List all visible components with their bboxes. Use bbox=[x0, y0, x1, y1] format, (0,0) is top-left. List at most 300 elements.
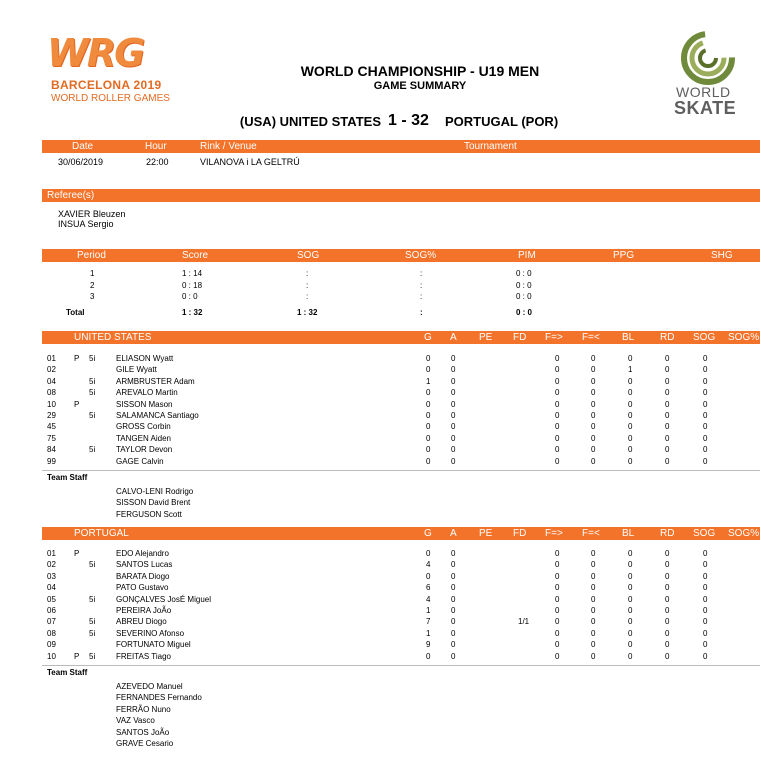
stat-rd: 0 bbox=[665, 560, 670, 570]
stat-rd: 0 bbox=[665, 399, 670, 409]
stat-g: 0 bbox=[426, 571, 431, 581]
player-number: 01 bbox=[47, 354, 56, 363]
stat-f2: 0 bbox=[591, 445, 596, 455]
stat-sog: 0 bbox=[703, 628, 708, 638]
period-total-sogp: : bbox=[420, 308, 423, 317]
stat-sog: 0 bbox=[703, 354, 708, 363]
stat-a: 0 bbox=[451, 594, 456, 604]
player-tag: 5i bbox=[89, 354, 96, 363]
stat-rd: 0 bbox=[665, 640, 670, 650]
stat-bl: 0 bbox=[628, 594, 633, 604]
stat-a: 0 bbox=[451, 606, 456, 615]
player-name: SANTOS Lucas bbox=[116, 560, 173, 570]
period-total-sog: 1 : 32 bbox=[297, 308, 318, 317]
stat-bl: 1 bbox=[628, 365, 633, 375]
player-row bbox=[42, 594, 760, 605]
pim-header: PIM bbox=[518, 250, 536, 261]
stat-a: 0 bbox=[451, 422, 456, 432]
stat-f2: 0 bbox=[591, 456, 596, 466]
player-row bbox=[42, 639, 760, 650]
player-tag: 5i bbox=[89, 594, 96, 604]
player-number: 99 bbox=[47, 456, 56, 466]
stat-a: 0 bbox=[451, 411, 456, 420]
info-header-tournament: Tournament bbox=[464, 141, 517, 152]
world-skate-logo bbox=[668, 30, 748, 120]
stat-a: 0 bbox=[451, 433, 456, 443]
player-number: 84 bbox=[47, 445, 56, 455]
staff-row bbox=[42, 692, 760, 703]
stat-g: 9 bbox=[426, 640, 431, 650]
stat-g: 1 bbox=[426, 628, 431, 638]
stat-bl: 0 bbox=[628, 354, 633, 363]
stat-bl: 0 bbox=[628, 549, 633, 558]
stat-rd: 0 bbox=[665, 594, 670, 604]
stat-bl: 0 bbox=[628, 571, 633, 581]
stat-f1: 0 bbox=[555, 399, 560, 409]
por-team-name: PORTUGAL bbox=[74, 528, 129, 539]
match-venue: VILANOVA i LA GELTRÚ bbox=[200, 157, 300, 167]
stat-f2: 0 bbox=[591, 606, 596, 615]
stat-bl: 0 bbox=[628, 456, 633, 466]
stat-a: 0 bbox=[451, 354, 456, 363]
player-number: 08 bbox=[47, 388, 56, 398]
period-sogp: : bbox=[420, 280, 423, 290]
stat-f1: 0 bbox=[555, 549, 560, 558]
stat-header-fd: FD bbox=[513, 528, 527, 539]
player-name: TANGEN Aiden bbox=[116, 433, 171, 443]
staff-row bbox=[42, 486, 760, 497]
player-row bbox=[42, 364, 760, 375]
period-number: 2 bbox=[90, 280, 95, 290]
stat-sog: 0 bbox=[703, 549, 708, 558]
staff-row bbox=[42, 681, 760, 692]
stat-a: 0 bbox=[451, 365, 456, 375]
player-tag: 5i bbox=[89, 388, 96, 398]
stat-f1: 0 bbox=[555, 422, 560, 432]
stat-sog: 0 bbox=[703, 594, 708, 604]
player-number: 04 bbox=[47, 376, 56, 386]
period-number: 3 bbox=[90, 292, 95, 301]
stat-g: 4 bbox=[426, 560, 431, 570]
staff-name: CALVO-LENI Rodrigo bbox=[116, 487, 194, 496]
stat-rd: 0 bbox=[665, 583, 670, 593]
final-score: 1 - 32 bbox=[388, 112, 429, 129]
stat-header-fin: F=> bbox=[545, 332, 563, 343]
stat-sog: 0 bbox=[703, 617, 708, 627]
stat-g: 4 bbox=[426, 594, 431, 604]
period-score: 0 : 0 bbox=[182, 292, 198, 301]
stat-f1: 0 bbox=[555, 560, 560, 570]
player-name: AREVALO Martin bbox=[116, 388, 178, 398]
stat-header-rd: RD bbox=[660, 332, 675, 343]
usa-staff-label: Team Staff bbox=[47, 473, 88, 482]
stat-a: 0 bbox=[451, 376, 456, 386]
stat-f1: 0 bbox=[555, 376, 560, 386]
stat-a: 0 bbox=[451, 549, 456, 558]
stat-a: 0 bbox=[451, 583, 456, 593]
stat-f2: 0 bbox=[591, 583, 596, 593]
period-row bbox=[42, 291, 760, 302]
stat-sog: 0 bbox=[703, 365, 708, 375]
stat-f1: 0 bbox=[555, 456, 560, 466]
player-number: 10 bbox=[47, 651, 56, 661]
player-row bbox=[42, 616, 760, 627]
player-number: 45 bbox=[47, 422, 56, 432]
wrg-logo bbox=[45, 33, 195, 113]
player-number: 08 bbox=[47, 628, 56, 638]
usa-staff-label-row bbox=[42, 472, 760, 483]
period-total-score: 1 : 32 bbox=[182, 308, 203, 317]
player-name: FREITAS Tiago bbox=[116, 651, 171, 661]
stat-bl: 0 bbox=[628, 376, 633, 386]
staff-name: SISSON David Brent bbox=[116, 498, 191, 508]
stat-f1: 0 bbox=[555, 583, 560, 593]
player-position: P bbox=[74, 354, 80, 363]
player-row bbox=[42, 548, 760, 559]
stat-sog: 0 bbox=[703, 456, 708, 466]
staff-row bbox=[42, 497, 760, 508]
player-tag: 5i bbox=[89, 628, 96, 638]
stat-sog: 0 bbox=[703, 422, 708, 432]
page-title: WORLD CHAMPIONSHIP - U19 MEN bbox=[300, 63, 540, 79]
player-number: 75 bbox=[47, 433, 56, 443]
stat-rd: 0 bbox=[665, 411, 670, 420]
sogp-header: SOG% bbox=[405, 250, 437, 261]
stat-rd: 0 bbox=[665, 571, 670, 581]
stat-g: 7 bbox=[426, 617, 431, 627]
player-number: 02 bbox=[47, 365, 56, 375]
player-number: 04 bbox=[47, 583, 56, 593]
period-sog: : bbox=[306, 292, 309, 301]
stat-header-g: G bbox=[424, 332, 432, 343]
stat-header-fin: F=> bbox=[545, 528, 563, 539]
stat-header-fout: F=< bbox=[582, 332, 600, 343]
stat-f2: 0 bbox=[591, 354, 596, 363]
stat-sog: 0 bbox=[703, 433, 708, 443]
por-staff-label-row bbox=[42, 667, 760, 678]
staff-row bbox=[42, 738, 760, 749]
period-sogp: : bbox=[420, 269, 423, 278]
stat-f1: 0 bbox=[555, 433, 560, 443]
referee-name: INSUA Sergio bbox=[58, 219, 114, 229]
stat-sog: 0 bbox=[703, 388, 708, 398]
player-row bbox=[42, 559, 760, 570]
player-row bbox=[42, 628, 760, 639]
player-number: 07 bbox=[47, 617, 56, 627]
referee-row bbox=[42, 219, 760, 230]
stat-g: 6 bbox=[426, 583, 431, 593]
player-name: SALAMANCA Santiago bbox=[116, 411, 199, 420]
stat-f1: 0 bbox=[555, 617, 560, 627]
staff-name: FERNANDES Fernando bbox=[116, 693, 202, 703]
stat-rd: 0 bbox=[665, 549, 670, 558]
stat-header-a: A bbox=[450, 332, 457, 343]
stat-rd: 0 bbox=[665, 445, 670, 455]
wrg-logo-line2: WORLD ROLLER GAMES bbox=[51, 93, 170, 104]
stat-f2: 0 bbox=[591, 411, 596, 420]
stat-rd: 0 bbox=[665, 456, 670, 466]
player-number: 09 bbox=[47, 640, 56, 650]
por-staff-label: Team Staff bbox=[47, 668, 88, 677]
world-skate-spiral-icon bbox=[668, 30, 748, 86]
period-header: Period bbox=[77, 250, 106, 261]
stat-fd: 1/1 bbox=[518, 617, 530, 627]
staff-name: FERRÃO Nuno bbox=[116, 704, 171, 714]
player-row bbox=[42, 456, 760, 467]
stat-header-pe: PE bbox=[479, 332, 493, 343]
stat-header-sog: SOG bbox=[693, 332, 716, 343]
world-skate-line1: WORLD bbox=[676, 84, 731, 100]
stat-f2: 0 bbox=[591, 628, 596, 638]
player-tag: 5i bbox=[89, 560, 96, 570]
player-name: EDO Alejandro bbox=[116, 549, 169, 558]
player-name: GAGE Calvin bbox=[116, 456, 164, 466]
player-row bbox=[42, 353, 760, 364]
player-row bbox=[42, 605, 760, 616]
player-number: 06 bbox=[47, 606, 56, 615]
staff-row bbox=[42, 715, 760, 726]
period-total-label: Total bbox=[66, 308, 85, 317]
stat-rd: 0 bbox=[665, 376, 670, 386]
stat-a: 0 bbox=[451, 571, 456, 581]
player-row bbox=[42, 421, 760, 432]
player-name: ABREU Diogo bbox=[116, 617, 167, 627]
player-name: FORTUNATO Miguel bbox=[116, 640, 191, 650]
stat-header-bl: BL bbox=[622, 332, 635, 343]
referee-name: XAVIER Bleuzen bbox=[58, 209, 126, 219]
stat-f2: 0 bbox=[591, 571, 596, 581]
stat-header-fout: F=< bbox=[582, 528, 600, 539]
stat-a: 0 bbox=[451, 456, 456, 466]
stat-bl: 0 bbox=[628, 445, 633, 455]
stat-sog: 0 bbox=[703, 606, 708, 615]
player-tag: 5i bbox=[89, 651, 96, 661]
stat-sog: 0 bbox=[703, 640, 708, 650]
stat-rd: 0 bbox=[665, 617, 670, 627]
player-name: ELIASON Wyatt bbox=[116, 354, 174, 363]
period-total-row bbox=[42, 307, 760, 318]
referees-header: Referee(s) bbox=[47, 190, 95, 201]
stat-bl: 0 bbox=[628, 388, 633, 398]
stat-header-pe: PE bbox=[479, 528, 493, 539]
stat-f2: 0 bbox=[591, 640, 596, 650]
player-number: 10 bbox=[47, 399, 56, 409]
home-team: (USA) UNITED STATES bbox=[239, 114, 381, 129]
player-name: BARATA Diogo bbox=[116, 571, 170, 581]
stat-bl: 0 bbox=[628, 606, 633, 615]
stat-f1: 0 bbox=[555, 571, 560, 581]
stat-f2: 0 bbox=[591, 365, 596, 375]
stat-rd: 0 bbox=[665, 628, 670, 638]
info-header-hour: Hour bbox=[145, 141, 167, 152]
away-team: PORTUGAL (POR) bbox=[445, 114, 559, 129]
stat-header-g: G bbox=[424, 528, 432, 539]
stat-header-sogp: SOG% bbox=[728, 528, 760, 539]
wrg-logo-line1: BARCELONA 2019 bbox=[51, 78, 162, 92]
player-number: 03 bbox=[47, 571, 56, 581]
stat-g: 0 bbox=[426, 549, 431, 558]
page-subtitle: GAME SUMMARY bbox=[373, 80, 467, 92]
player-row bbox=[42, 433, 760, 444]
stat-sog: 0 bbox=[703, 651, 708, 661]
usa-team-name: UNITED STATES bbox=[74, 332, 152, 343]
staff-name: SANTOS JoÃo bbox=[116, 727, 170, 737]
stat-f2: 0 bbox=[591, 549, 596, 558]
stat-rd: 0 bbox=[665, 388, 670, 398]
period-number: 1 bbox=[90, 269, 95, 278]
stat-g: 0 bbox=[426, 651, 431, 661]
world-skate-line2: SKATE bbox=[674, 98, 737, 118]
stat-sog: 0 bbox=[703, 583, 708, 593]
stat-f1: 0 bbox=[555, 445, 560, 455]
stat-bl: 0 bbox=[628, 411, 633, 420]
player-position: P bbox=[74, 549, 80, 558]
stat-g: 0 bbox=[426, 365, 431, 375]
staff-row bbox=[42, 727, 760, 738]
period-row bbox=[42, 280, 760, 291]
stat-f2: 0 bbox=[591, 560, 596, 570]
player-name: PEREIRA JoÃo bbox=[116, 606, 172, 615]
stat-f1: 0 bbox=[555, 651, 560, 661]
info-header-bar bbox=[42, 140, 760, 153]
stat-f2: 0 bbox=[591, 594, 596, 604]
stat-a: 0 bbox=[451, 651, 456, 661]
player-row bbox=[42, 444, 760, 455]
stat-f1: 0 bbox=[555, 354, 560, 363]
referees-header-bar bbox=[42, 189, 760, 202]
stat-a: 0 bbox=[451, 640, 456, 650]
match-hour: 22:00 bbox=[146, 157, 169, 167]
stat-sog: 0 bbox=[703, 399, 708, 409]
stat-a: 0 bbox=[451, 399, 456, 409]
stat-f1: 0 bbox=[555, 594, 560, 604]
stat-a: 0 bbox=[451, 617, 456, 627]
info-header-date: Date bbox=[72, 141, 94, 152]
sog-header: SOG bbox=[297, 250, 320, 261]
stat-f1: 0 bbox=[555, 411, 560, 420]
stat-g: 1 bbox=[426, 376, 431, 386]
stat-header-a: A bbox=[450, 528, 457, 539]
stat-f1: 0 bbox=[555, 606, 560, 615]
player-row bbox=[42, 582, 760, 593]
player-position: P bbox=[74, 651, 80, 661]
stat-g: 0 bbox=[426, 456, 431, 466]
stat-bl: 0 bbox=[628, 628, 633, 638]
stat-rd: 0 bbox=[665, 365, 670, 375]
player-name: GILE Wyatt bbox=[116, 365, 157, 375]
stat-f2: 0 bbox=[591, 388, 596, 398]
stat-f1: 0 bbox=[555, 640, 560, 650]
stat-f2: 0 bbox=[591, 651, 596, 661]
player-row bbox=[42, 387, 760, 398]
shg-header: SHG bbox=[711, 250, 733, 261]
stat-g: 0 bbox=[426, 411, 431, 420]
player-name: SEVERINO Afonso bbox=[116, 628, 185, 638]
info-row bbox=[42, 157, 760, 168]
stat-sog: 0 bbox=[703, 411, 708, 420]
player-tag: 5i bbox=[89, 376, 96, 386]
stat-f1: 0 bbox=[555, 365, 560, 375]
stat-bl: 0 bbox=[628, 399, 633, 409]
stat-g: 0 bbox=[426, 399, 431, 409]
period-sogp: : bbox=[420, 292, 423, 301]
stat-sog: 0 bbox=[703, 560, 708, 570]
period-pim: 0 : 0 bbox=[516, 280, 532, 290]
player-tag: 5i bbox=[89, 445, 96, 455]
player-name: PATO Gustavo bbox=[116, 583, 169, 593]
stat-bl: 0 bbox=[628, 640, 633, 650]
player-number: 02 bbox=[47, 560, 56, 570]
stat-f1: 0 bbox=[555, 388, 560, 398]
por-separator bbox=[42, 665, 760, 666]
stat-g: 0 bbox=[426, 354, 431, 363]
stat-header-fd: FD bbox=[513, 332, 527, 343]
periods-header-bar bbox=[42, 249, 760, 262]
player-position: P bbox=[74, 399, 80, 409]
stat-header-sogp: SOG% bbox=[728, 332, 760, 343]
score-header: Score bbox=[182, 250, 209, 261]
player-name: TAYLOR Devon bbox=[116, 445, 173, 455]
stat-f1: 0 bbox=[555, 628, 560, 638]
stat-bl: 0 bbox=[628, 651, 633, 661]
stat-bl: 0 bbox=[628, 433, 633, 443]
player-name: GONÇALVES JosÉ Miguel bbox=[116, 594, 211, 604]
stat-rd: 0 bbox=[665, 354, 670, 363]
wrg-logo-letters: WRG bbox=[47, 31, 144, 75]
stat-a: 0 bbox=[451, 628, 456, 638]
stat-a: 0 bbox=[451, 560, 456, 570]
stat-rd: 0 bbox=[665, 606, 670, 615]
stat-header-rd: RD bbox=[660, 528, 675, 539]
stat-header-sog: SOG bbox=[693, 528, 716, 539]
period-sog: : bbox=[306, 269, 309, 278]
period-sog: : bbox=[306, 280, 309, 290]
usa-separator bbox=[42, 470, 760, 471]
por-header-bar bbox=[42, 527, 760, 540]
player-row bbox=[42, 376, 760, 387]
ppg-header: PPG bbox=[613, 250, 635, 261]
player-name: ARMBRUSTER Adam bbox=[116, 376, 195, 386]
stat-g: 0 bbox=[426, 422, 431, 432]
player-tag: 5i bbox=[89, 617, 96, 627]
usa-header-bar bbox=[42, 331, 760, 344]
stat-f2: 0 bbox=[591, 376, 596, 386]
stat-bl: 0 bbox=[628, 422, 633, 432]
player-row bbox=[42, 571, 760, 582]
stat-sog: 0 bbox=[703, 571, 708, 581]
stat-a: 0 bbox=[451, 445, 456, 455]
period-total-pim: 0 : 0 bbox=[516, 308, 533, 317]
player-row bbox=[42, 651, 760, 662]
player-number: 05 bbox=[47, 594, 56, 604]
stat-rd: 0 bbox=[665, 422, 670, 432]
stat-f2: 0 bbox=[591, 399, 596, 409]
stat-g: 0 bbox=[426, 388, 431, 398]
info-header-venue: Rink / Venue bbox=[200, 141, 257, 152]
stat-g: 0 bbox=[426, 445, 431, 455]
staff-name: AZEVEDO Manuel bbox=[116, 682, 183, 691]
stat-f2: 0 bbox=[591, 617, 596, 627]
stat-header-bl: BL bbox=[622, 528, 635, 539]
period-score: 1 : 14 bbox=[182, 269, 203, 278]
stat-f2: 0 bbox=[591, 433, 596, 443]
player-tag: 5i bbox=[89, 411, 96, 420]
stat-g: 0 bbox=[426, 433, 431, 443]
period-row bbox=[42, 268, 760, 279]
stat-bl: 0 bbox=[628, 583, 633, 593]
stat-rd: 0 bbox=[665, 651, 670, 661]
stat-bl: 0 bbox=[628, 617, 633, 627]
